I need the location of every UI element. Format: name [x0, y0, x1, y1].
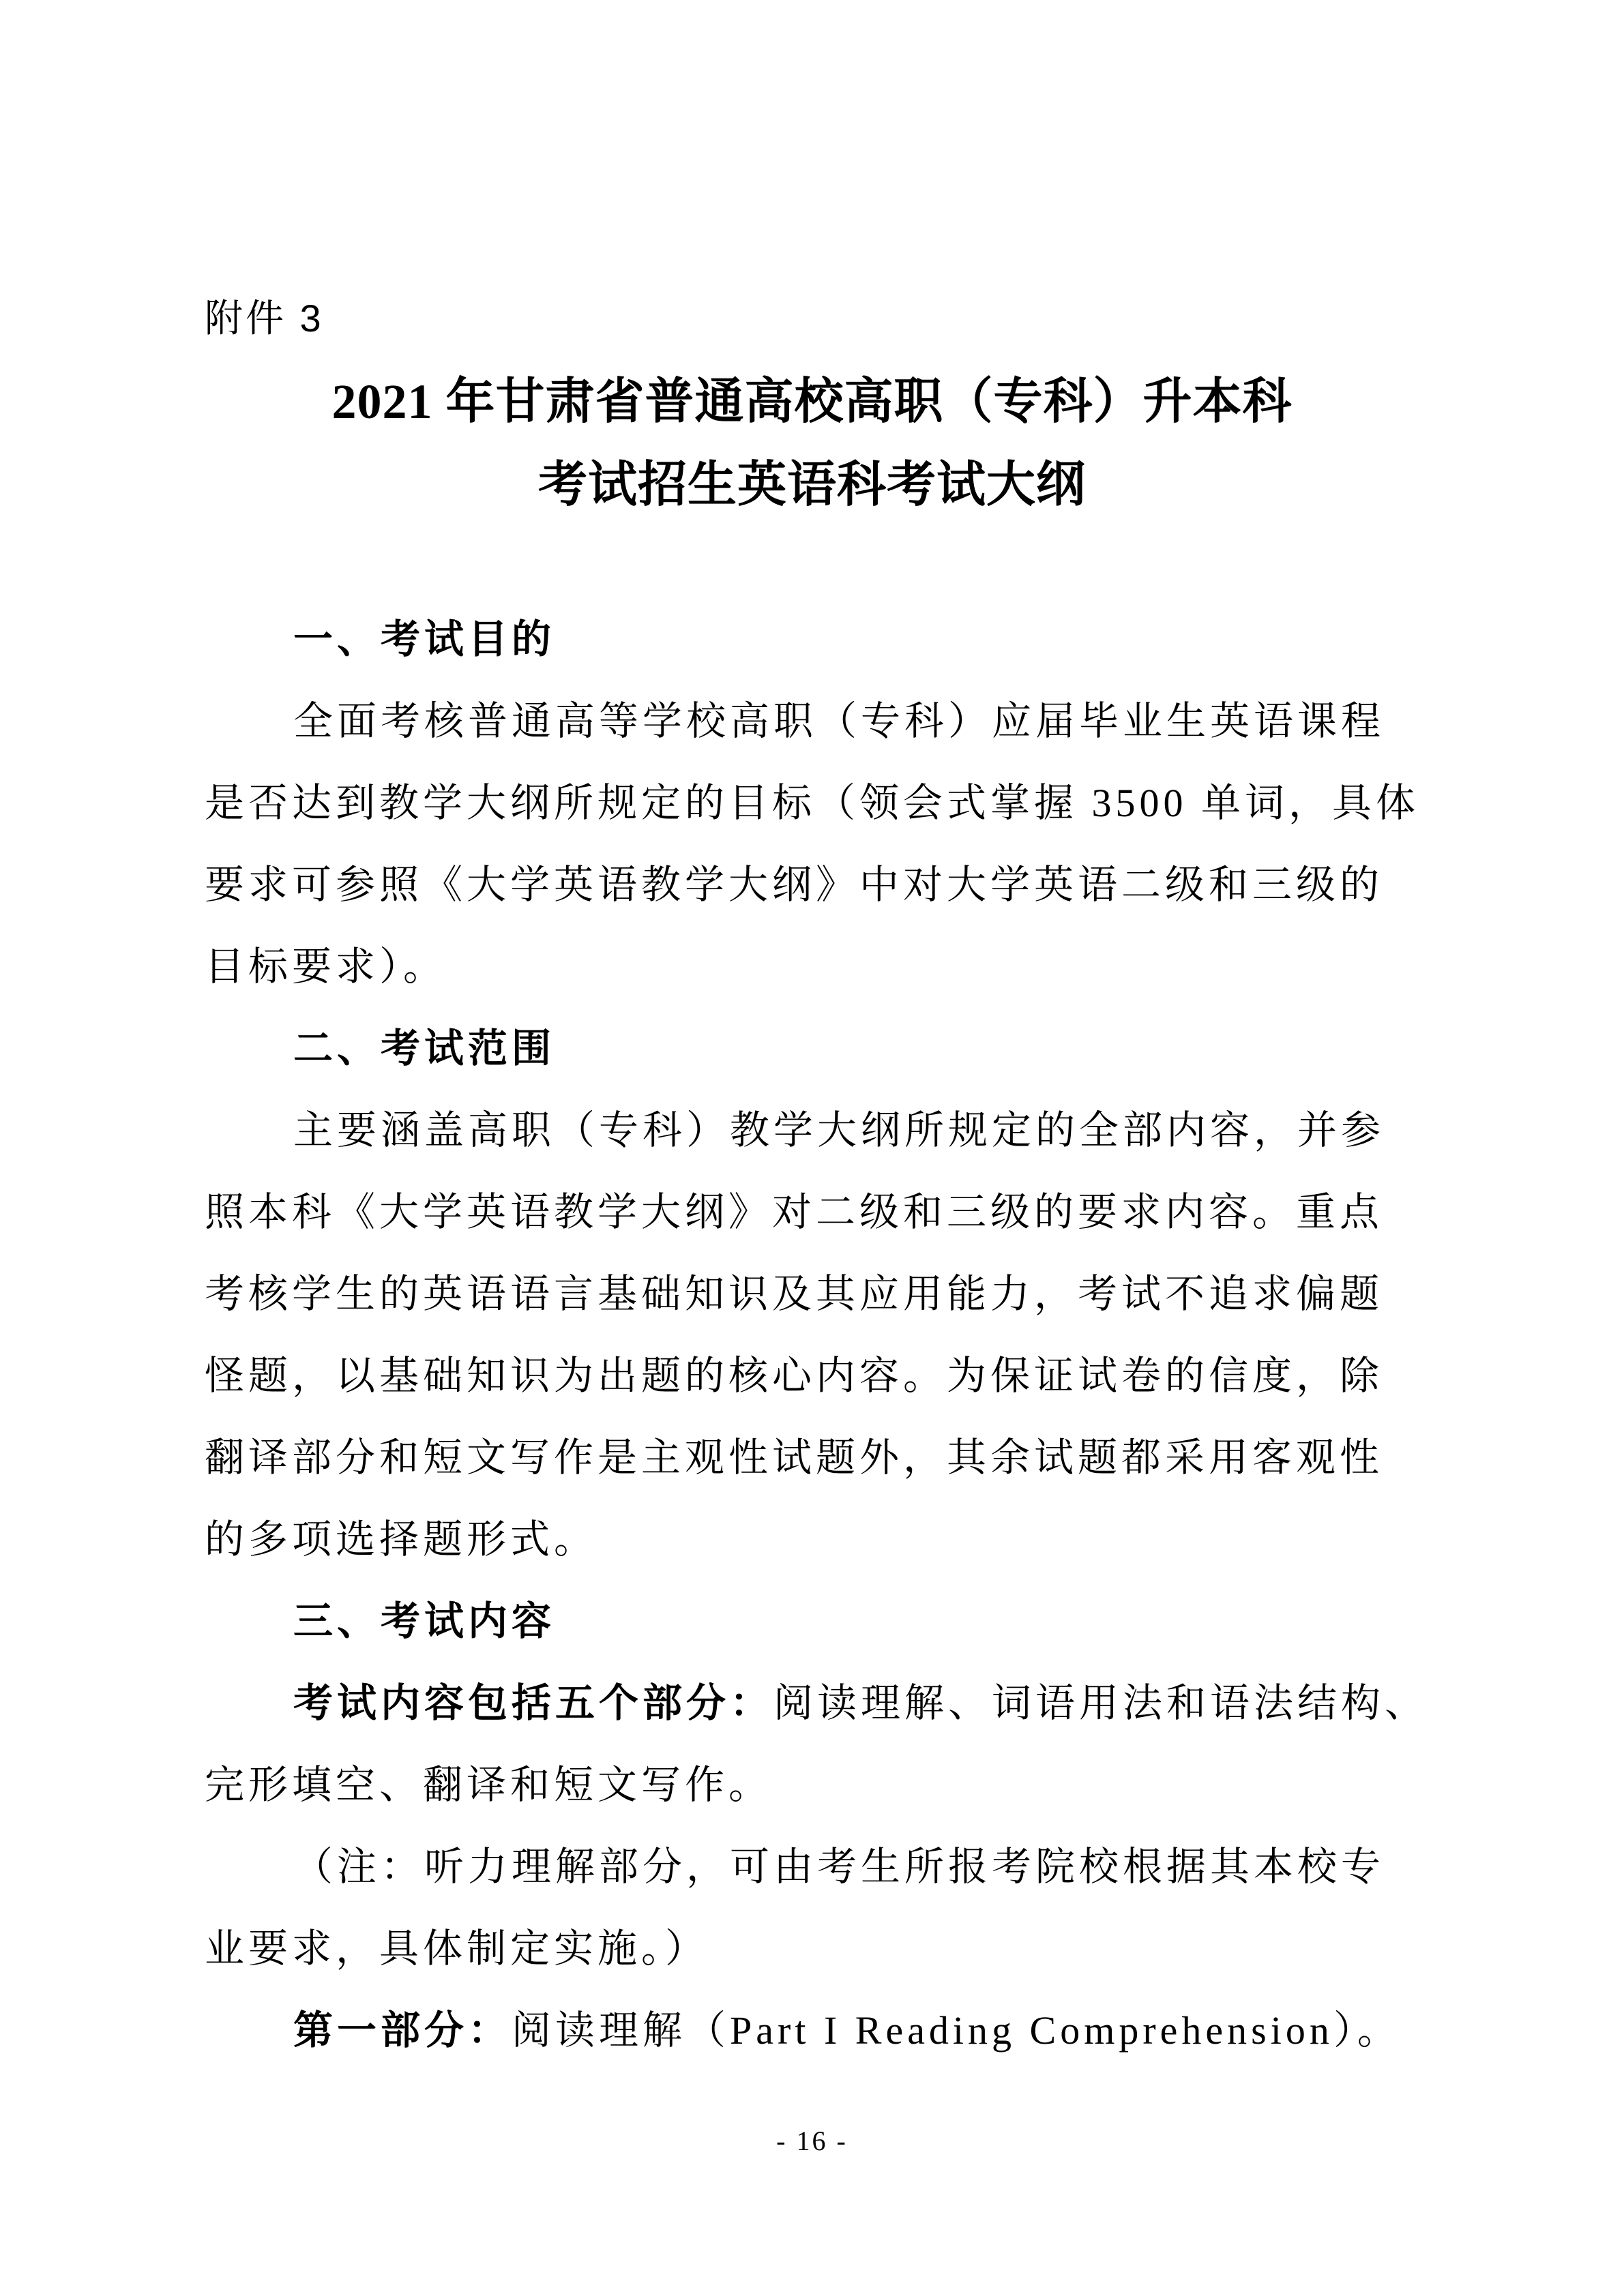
body-line: 业要求，具体制定实施。）	[205, 1926, 709, 1971]
section-heading-exam-content: 三、考试内容	[293, 1599, 556, 1643]
body-line: 是否达到教学大纲所规定的目标（领会式掌握 3500 单词，具体	[205, 781, 1420, 825]
body-line	[205, 1990, 1419, 2072]
body-line: 考核学生的英语语言基础知识及其应用能力，考试不追求偏题	[205, 1272, 1384, 1316]
bold-lead: 考试内容包括五个部分：	[293, 1681, 774, 1725]
body-line: 完形填空、翻译和短文写作。	[205, 1763, 773, 1807]
body-line: 怪题，以基础知识为出题的核心内容。为保证试卷的信度，除	[205, 1354, 1384, 1398]
body-line	[205, 1663, 1429, 1744]
body-line: 全面考核普通高等学校高职（专科）应届毕业生英语课程	[293, 699, 1385, 743]
body-line: 主要涵盖高职（专科）教学大纲所规定的全部内容，并参	[293, 1108, 1385, 1152]
page-number: - 16 -	[776, 2126, 848, 2156]
attachment-label: 附件 3	[205, 297, 324, 340]
section-heading-exam-purpose: 一、考试目的	[293, 617, 556, 661]
section-heading-exam-scope: 二、考试范围	[293, 1026, 556, 1071]
body-line: （注：听力理解部分，可由考生所报考院校根据其本校专	[293, 1845, 1385, 1889]
bold-lead: 第一部分：	[293, 2008, 512, 2053]
doc-title-line-1: 2021 年甘肃省普通高校高职（专科）升本科	[331, 374, 1293, 429]
body-line-text: 阅读理解（Part I Reading Comprehension）。	[512, 2008, 1401, 2053]
body-line: 要求可参照《大学英语教学大纲》中对大学英语二级和三级的	[205, 863, 1384, 907]
body-line: 的多项选择题形式。	[205, 1517, 598, 1562]
body-line: 目标要求）。	[205, 944, 447, 989]
body-line: 翻译部分和短文写作是主观性试题外，其余试题都采用客观性	[205, 1435, 1384, 1480]
body-line-text: 阅读理解、词语用法和语法结构、	[773, 1681, 1429, 1725]
body-line: 照本科《大学英语教学大纲》对二级和三级的要求内容。重点	[205, 1190, 1384, 1234]
doc-title-line-2: 考试招生英语科考试大纲	[537, 458, 1086, 512]
